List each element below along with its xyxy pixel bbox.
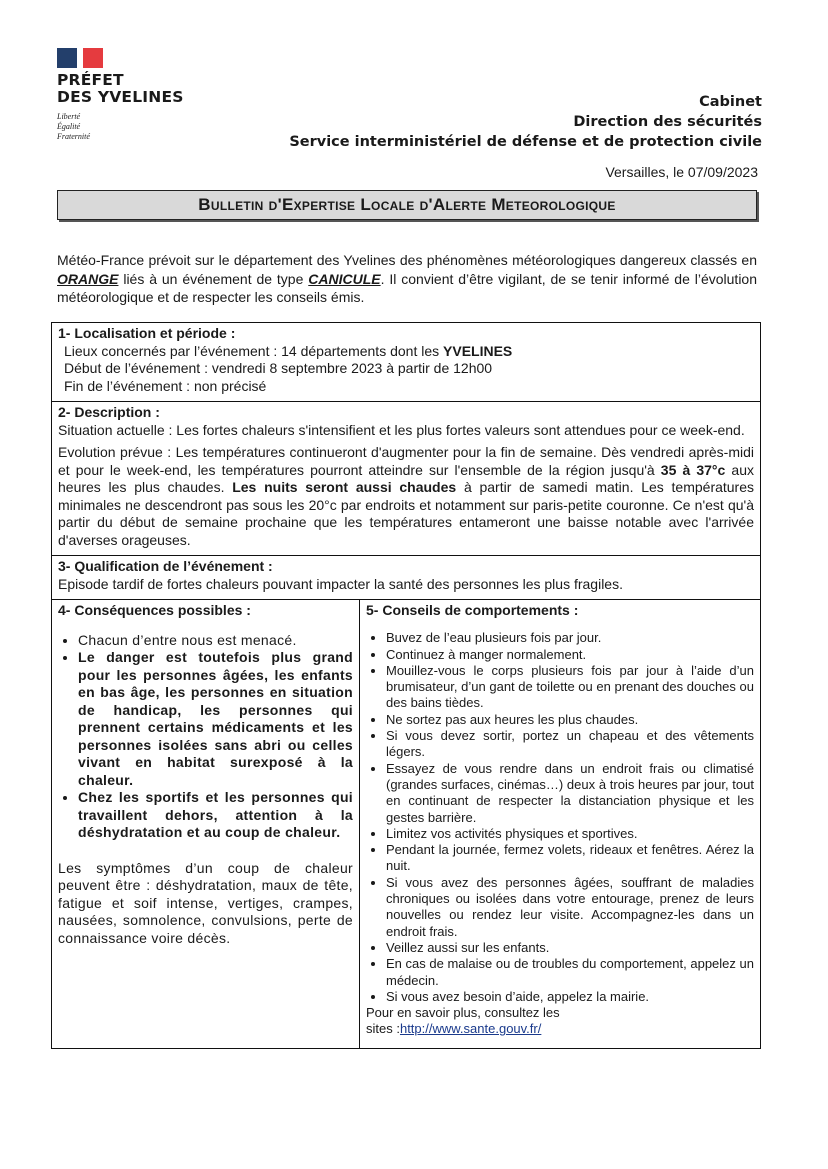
prefecture-name-line2: DES YVELINES	[57, 88, 184, 106]
advice-list	[366, 630, 754, 1005]
section-heading: 3- Qualification de l’événement :	[58, 558, 273, 574]
flag-red	[83, 48, 103, 68]
intro-paragraph	[57, 251, 757, 307]
intro-text: liés à un événement de type	[118, 270, 309, 287]
evolution-text: aux heures les plus chaudes.	[58, 461, 754, 495]
two-column-section	[52, 600, 760, 1048]
issuing-services	[289, 92, 762, 152]
debut-line: Début de l’événement : vendredi 8 septembre 2023 à partir de 12h00	[64, 360, 493, 376]
section-heading: 2- Description :	[58, 404, 160, 420]
more-info-text: Pour en savoir plus, consultez les	[366, 1005, 560, 1021]
motto-liberte: Liberté	[57, 112, 81, 121]
bulletin-title: Bulletin d'Expertise Locale d'Alerte Meteorologique	[198, 195, 616, 214]
sante-gouv-link[interactable]: http://www.sante.gouv.fr/	[399, 1021, 542, 1037]
qualification-text: Episode tardif de fortes chaleurs pouvant impacter la santé des personnes les plus fragiles.	[58, 575, 623, 592]
evolution-prevue	[58, 444, 754, 549]
section-localisation	[52, 323, 760, 402]
symptoms-paragraph: Les symptômes d’un coup de chaleur peuvent être : déshydratation, maux de tête, fatigue et soif intense, vertiges, crampes, nausées, somnolence, convulsions, perte de connaissance voire décès.	[58, 859, 353, 946]
more-info-prefix: sites :	[366, 1021, 400, 1037]
document-date: Versailles, le 07/09/2023	[605, 164, 758, 180]
lieux-line	[58, 343, 754, 361]
max-temperature: 35 à 37°c	[660, 461, 726, 478]
section-heading: 4- Conséquences possibles :	[58, 602, 251, 618]
list-item: • Chez les sportifs et les personnes qui travaillent dehors, attention à la déshydratation et au coup de chaleur.	[78, 789, 353, 842]
list-item: • Essayez de vous rendre dans un endroit frais ou climatisé (grandes surfaces, cinémas…) deux à trois heures par jour, tout en continuant de respecter la distanciation physique et les gestes barrière.	[386, 761, 754, 826]
prefecture-name-line1: PRÉFET	[57, 71, 124, 89]
republic-motto	[57, 112, 184, 142]
fin-line: Fin de l’événement : non précisé	[64, 377, 267, 394]
list-item: • Si vous avez des personnes âgées, souffrant de maladies chroniques ou isolées dans votre entourage, prenez de leurs nouvelles ou rendez leur visite. Accompagnez-les dans un endroit frais.	[386, 875, 754, 940]
section-heading: 1- Localisation et période :	[58, 325, 236, 341]
evolution-text: à partir de samedi matin. Les températures minimales ne descendront pas sous les 20°c par endroits et notamment sur paris-petite couronne. Ce n'est qu'à partir du début de semaine prochaine que les températures entameront une baisse notable avec l'arrivée d'averses orageuses.	[58, 479, 755, 548]
section-conseils	[360, 600, 760, 1048]
alert-level: ORANGE	[57, 270, 119, 287]
evolution-text: Evolution prévue : Les températures continueront d'augmenter pour la fin de semaine. Dès vendredi après-midi et pour le week-end, les températures pourront atteindre sur l'ensemble de la région jusqu'à	[58, 444, 754, 478]
list-item: • Mouillez-vous le corps plusieurs fois par jour à l’aide d’un brumisateur, d’un gant de toilette ou en prenant des douches ou des bains tièdes.	[386, 663, 754, 712]
list-item: • Si vous avez besoin d’aide, appelez la mairie.	[386, 989, 754, 1005]
list-item: • Si vous devez sortir, portez un chapeau et des vêtements légers.	[386, 728, 754, 761]
list-item: • Pendant la journée, fermez volets, rideaux et fenêtres. Aérez la nuit.	[386, 842, 754, 875]
list-item: • Limitez vos activités physiques et sportives.	[386, 826, 754, 842]
consequences-list	[58, 632, 353, 842]
intro-text: Météo-France prévoit sur le département des Yvelines des phénomènes météorologiques dangereux classés en	[57, 252, 757, 268]
section-heading: 5- Conseils de comportements :	[366, 602, 579, 618]
service-sidpc: Service interministériel de défense et de protection civile	[289, 134, 762, 150]
section-consequences	[52, 600, 360, 1048]
prefecture-name	[57, 72, 184, 106]
list-item: • Buvez de l’eau plusieurs fois par jour.	[386, 630, 754, 646]
section-qualification	[52, 556, 760, 600]
list-item: • Veillez aussi sur les enfants.	[386, 940, 754, 956]
bulletin-title-box	[57, 190, 757, 220]
list-item: • Le danger est toutefois plus grand pour les personnes âgées, les enfants en bas âge, les personnes en situation de handicap, les personnes qui prennent certains médicaments et les personnes isolées sans abri ou celles vivant en habitat surexposé à la chaleur.	[78, 649, 353, 789]
prefecture-logo	[57, 48, 184, 142]
service-cabinet: Cabinet	[699, 94, 762, 110]
list-item: • Continuez à manger normalement.	[386, 647, 754, 663]
motto-fraternite: Fraternité	[57, 132, 90, 141]
section-description	[52, 402, 760, 556]
nights-warning: Les nuits seront aussi chaudes	[232, 479, 457, 495]
more-info	[366, 1005, 754, 1038]
service-direction: Direction des sécurités	[573, 114, 762, 130]
lieux-value: YVELINES	[443, 342, 513, 359]
bulletin-table	[51, 322, 761, 1049]
list-item: • En cas de malaise ou de troubles du comportement, appelez un médecin.	[386, 956, 754, 989]
list-item: • Chacun d’entre nous est menacé.	[78, 632, 353, 650]
alert-type: CANICULE	[308, 270, 381, 287]
intro-text: . Il convient d’être vigilant, de se tenir informé de l’évolution météorologique et de respecter les conseils émis.	[57, 270, 758, 305]
list-item: • Ne sortez pas aux heures les plus chaudes.	[386, 712, 754, 728]
marianne-flag-icon	[57, 48, 103, 68]
flag-blue	[57, 48, 77, 68]
situation-actuelle: Situation actuelle : Les fortes chaleurs s'intensifient et les plus fortes valeurs sont attendues pour ce week-end.	[58, 421, 745, 438]
motto-egalite: Égalité	[57, 122, 81, 131]
lieux-label: Lieux concernés par l’événement : 14 départements dont les	[64, 342, 444, 359]
